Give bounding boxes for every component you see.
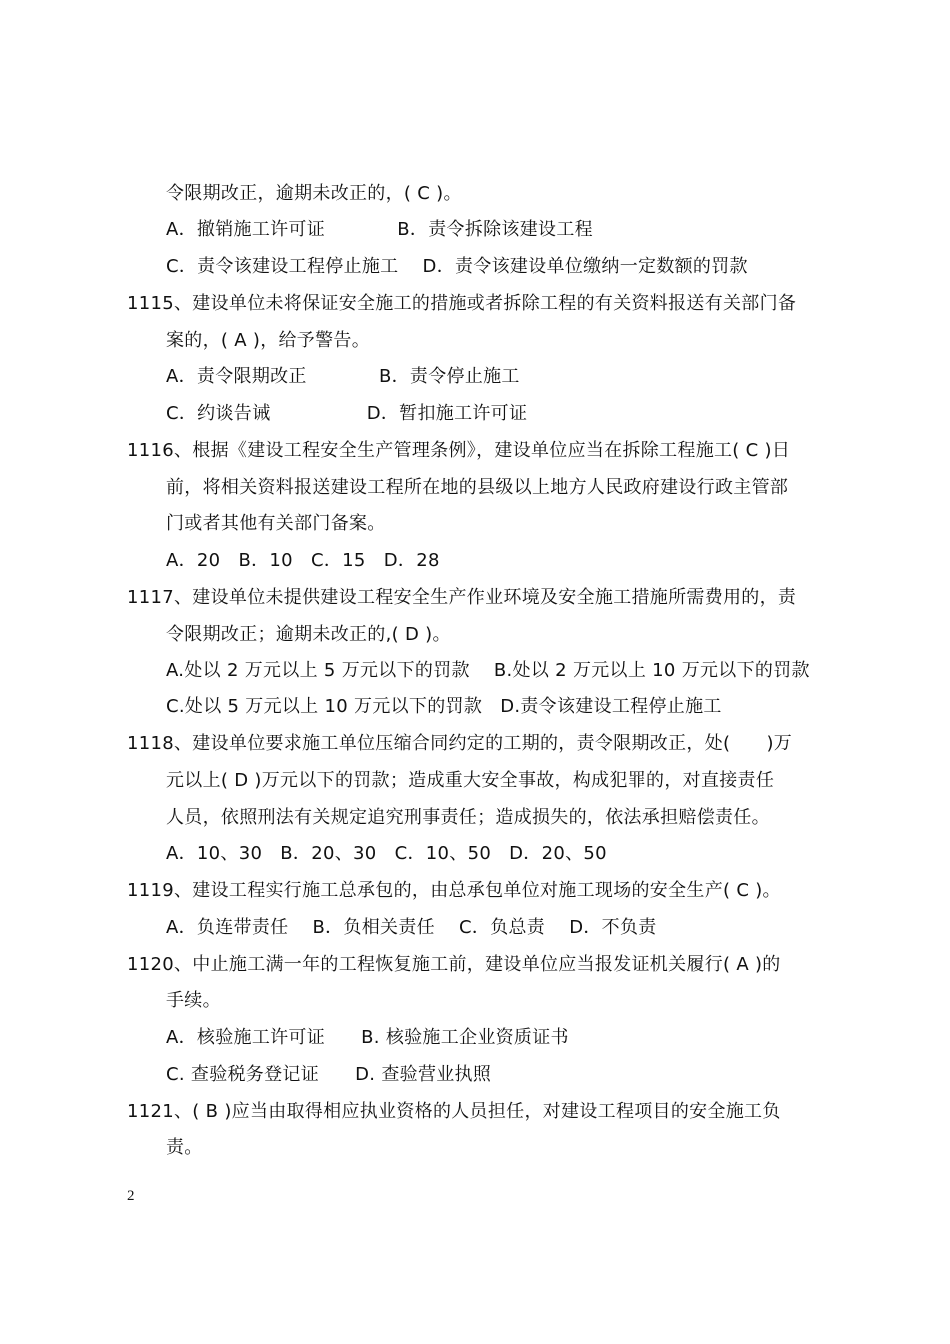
option-line: A．10、30 B．20、30 C．10、50 D．20、50 <box>166 843 607 864</box>
option-line: A．核验施工许可证 B. 核验施工企业资质证书 <box>166 1027 569 1048</box>
option-line: A．责令限期改正 B．责令停止施工 <box>166 366 520 387</box>
option-line: A．20 B．10 C．15 D．28 <box>166 550 440 571</box>
text-line: 人员，依照刑法有关规定追究刑事责任；造成损失的，依法承担赔偿责任。 <box>166 807 770 828</box>
question-1120: 1120、中止施工满一年的工程恢复施工前，建设单位应当报发证机关履行( A )的 <box>127 954 781 975</box>
question-1116: 1116、根据《建设工程安全生产管理条例》，建设单位应当在拆除工程施工( C )日 <box>127 440 791 461</box>
option-line: A．负连带责任 B．负相关责任 C．负总责 D．不负责 <box>166 917 657 938</box>
text-line: 令限期改正，逾期未改正的，( C )。 <box>166 183 462 204</box>
question-1115: 1115、建设单位未将保证安全施工的措施或者拆除工程的有关资料报送有关部门备 <box>127 293 797 314</box>
option-line: C. 查验税务登记证 D. 查验营业执照 <box>166 1064 492 1085</box>
text-line: 案的，( A )，给予警告。 <box>166 330 371 351</box>
text-line: 元以上( D )万元以下的罚款；造成重大安全事故，构成犯罪的，对直接责任 <box>166 770 775 791</box>
question-1119: 1119、建设工程实行施工总承包的，由总承包单位对施工现场的安全生产( C )。 <box>127 880 781 901</box>
question-1117: 1117、建设单位未提供建设工程安全生产作业环境及安全施工措施所需费用的，责 <box>127 587 797 608</box>
option-line: C.处以 5 万元以上 10 万元以下的罚款 D.责令该建设工程停止施工 <box>166 696 722 717</box>
option-line: C．责令该建设工程停止施工 D．责令该建设单位缴纳一定数额的罚款 <box>166 256 748 277</box>
text-line: 门或者其他有关部门备案。 <box>166 513 386 534</box>
text-line: 令限期改正；逾期未改正的,( D )。 <box>166 624 451 645</box>
text-line: 前，将相关资料报送建设工程所在地的县级以上地方人民政府建设行政主管部 <box>166 477 789 498</box>
option-line: A.处以 2 万元以上 5 万元以下的罚款 B.处以 2 万元以上 10 万元以下的罚款 <box>166 660 810 681</box>
page-number: 2 <box>127 1188 135 1204</box>
text-line: 手续。 <box>166 990 221 1011</box>
question-1121: 1121、( B )应当由取得相应执业资格的人员担任，对建设工程项目的安全施工负 <box>127 1101 781 1122</box>
option-line: C．约谈告诫 D．暂扣施工许可证 <box>166 403 528 424</box>
text-line: 责。 <box>166 1137 203 1158</box>
question-1118: 1118、建设单位要求施工单位压缩合同约定的工期的，责令限期改正，处( )万 <box>127 733 793 754</box>
option-line: A．撤销施工许可证 B．责令拆除该建设工程 <box>166 219 593 240</box>
